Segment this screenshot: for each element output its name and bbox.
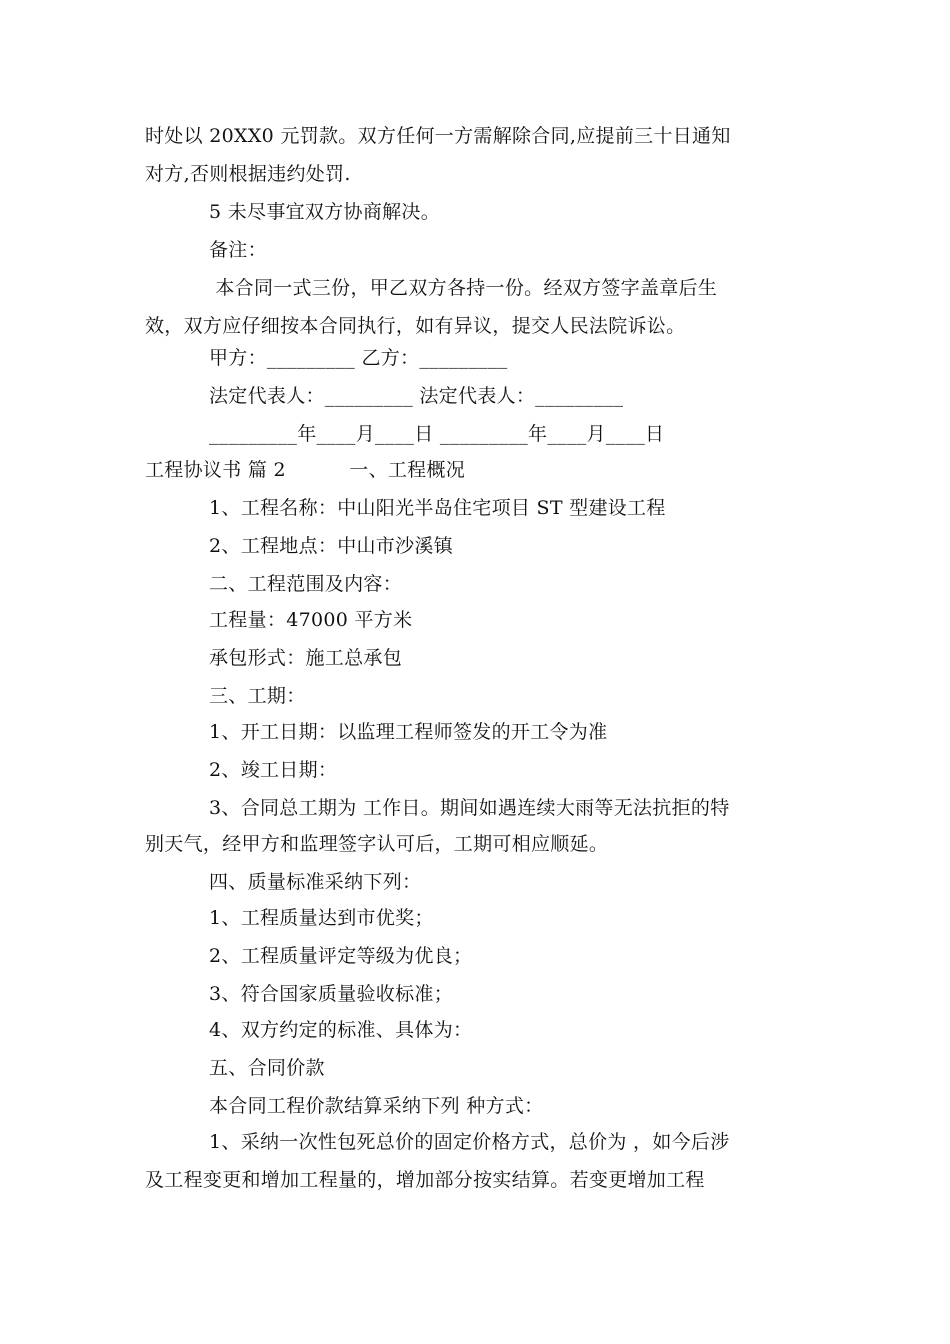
text-line: 效，双方应仔细按本合同执行，如有异议，提交人民法院诉讼。	[145, 315, 686, 337]
text-line: 2、工程地点：中山市沙溪镇	[209, 535, 453, 557]
text-line: 本合同一式三份，甲乙双方各持一份。经双方签字盖章后生	[209, 277, 718, 299]
text-line: 3、符合国家质量验收标准；	[209, 983, 453, 1005]
text-line: 对方,否则根据违约处罚.	[145, 163, 351, 185]
text-line: 及工程变更和增加工程量的，增加部分按实结算。若变更增加工程	[145, 1169, 705, 1191]
text-line: 承包形式：施工总承包	[209, 647, 403, 669]
section-heading: 二、工程范围及内容：	[209, 573, 403, 595]
text-line: 时处以 20XX0 元罚款。双方任何一方需解除合同,应提前三十日通知	[145, 125, 731, 147]
text-line: 2、竣工日期：	[209, 759, 338, 781]
signature-line: 甲方：_________ 乙方：_________	[209, 347, 508, 369]
text-line: 工程量：47000 平方米	[209, 609, 413, 631]
text-line: 2、工程质量评定等级为优良；	[209, 945, 473, 967]
signature-line: 法定代表人：_________ 法定代表人：_________	[209, 385, 624, 407]
text-line: 备注：	[209, 239, 267, 261]
section-heading: 工程协议书 篇 2 一、工程概况	[145, 459, 466, 481]
text-line: 5 未尽事宜双方协商解决。	[209, 201, 441, 223]
text-line: 1、采纳一次性包死总价的固定价格方式，总价为 ，如今后涉	[209, 1131, 730, 1153]
text-line: 本合同工程价款结算采纳下列 种方式：	[209, 1095, 544, 1117]
text-line: 1、工程质量达到市优奖；	[209, 907, 434, 929]
text-line: 别天气，经甲方和监理签字认可后，工期可相应顺延。	[145, 833, 609, 855]
section-heading: 三、工期：	[209, 685, 306, 707]
section-heading: 五、合同价款	[209, 1057, 325, 1079]
text-line: 1、工程名称：中山阳光半岛住宅项目 ST 型建设工程	[209, 497, 666, 519]
text-line: 1、开工日期：以监理工程师签发的开工令为准	[209, 721, 608, 743]
date-line: _________年____月____日 _________年____月____日	[209, 423, 665, 445]
section-heading: 四、质量标准采纳下列：	[209, 871, 422, 893]
text-line: 3、合同总工期为 工作日。期间如遇连续大雨等无法抗拒的特	[209, 797, 730, 819]
text-line: 4、双方约定的标准、具体为：	[209, 1019, 473, 1041]
